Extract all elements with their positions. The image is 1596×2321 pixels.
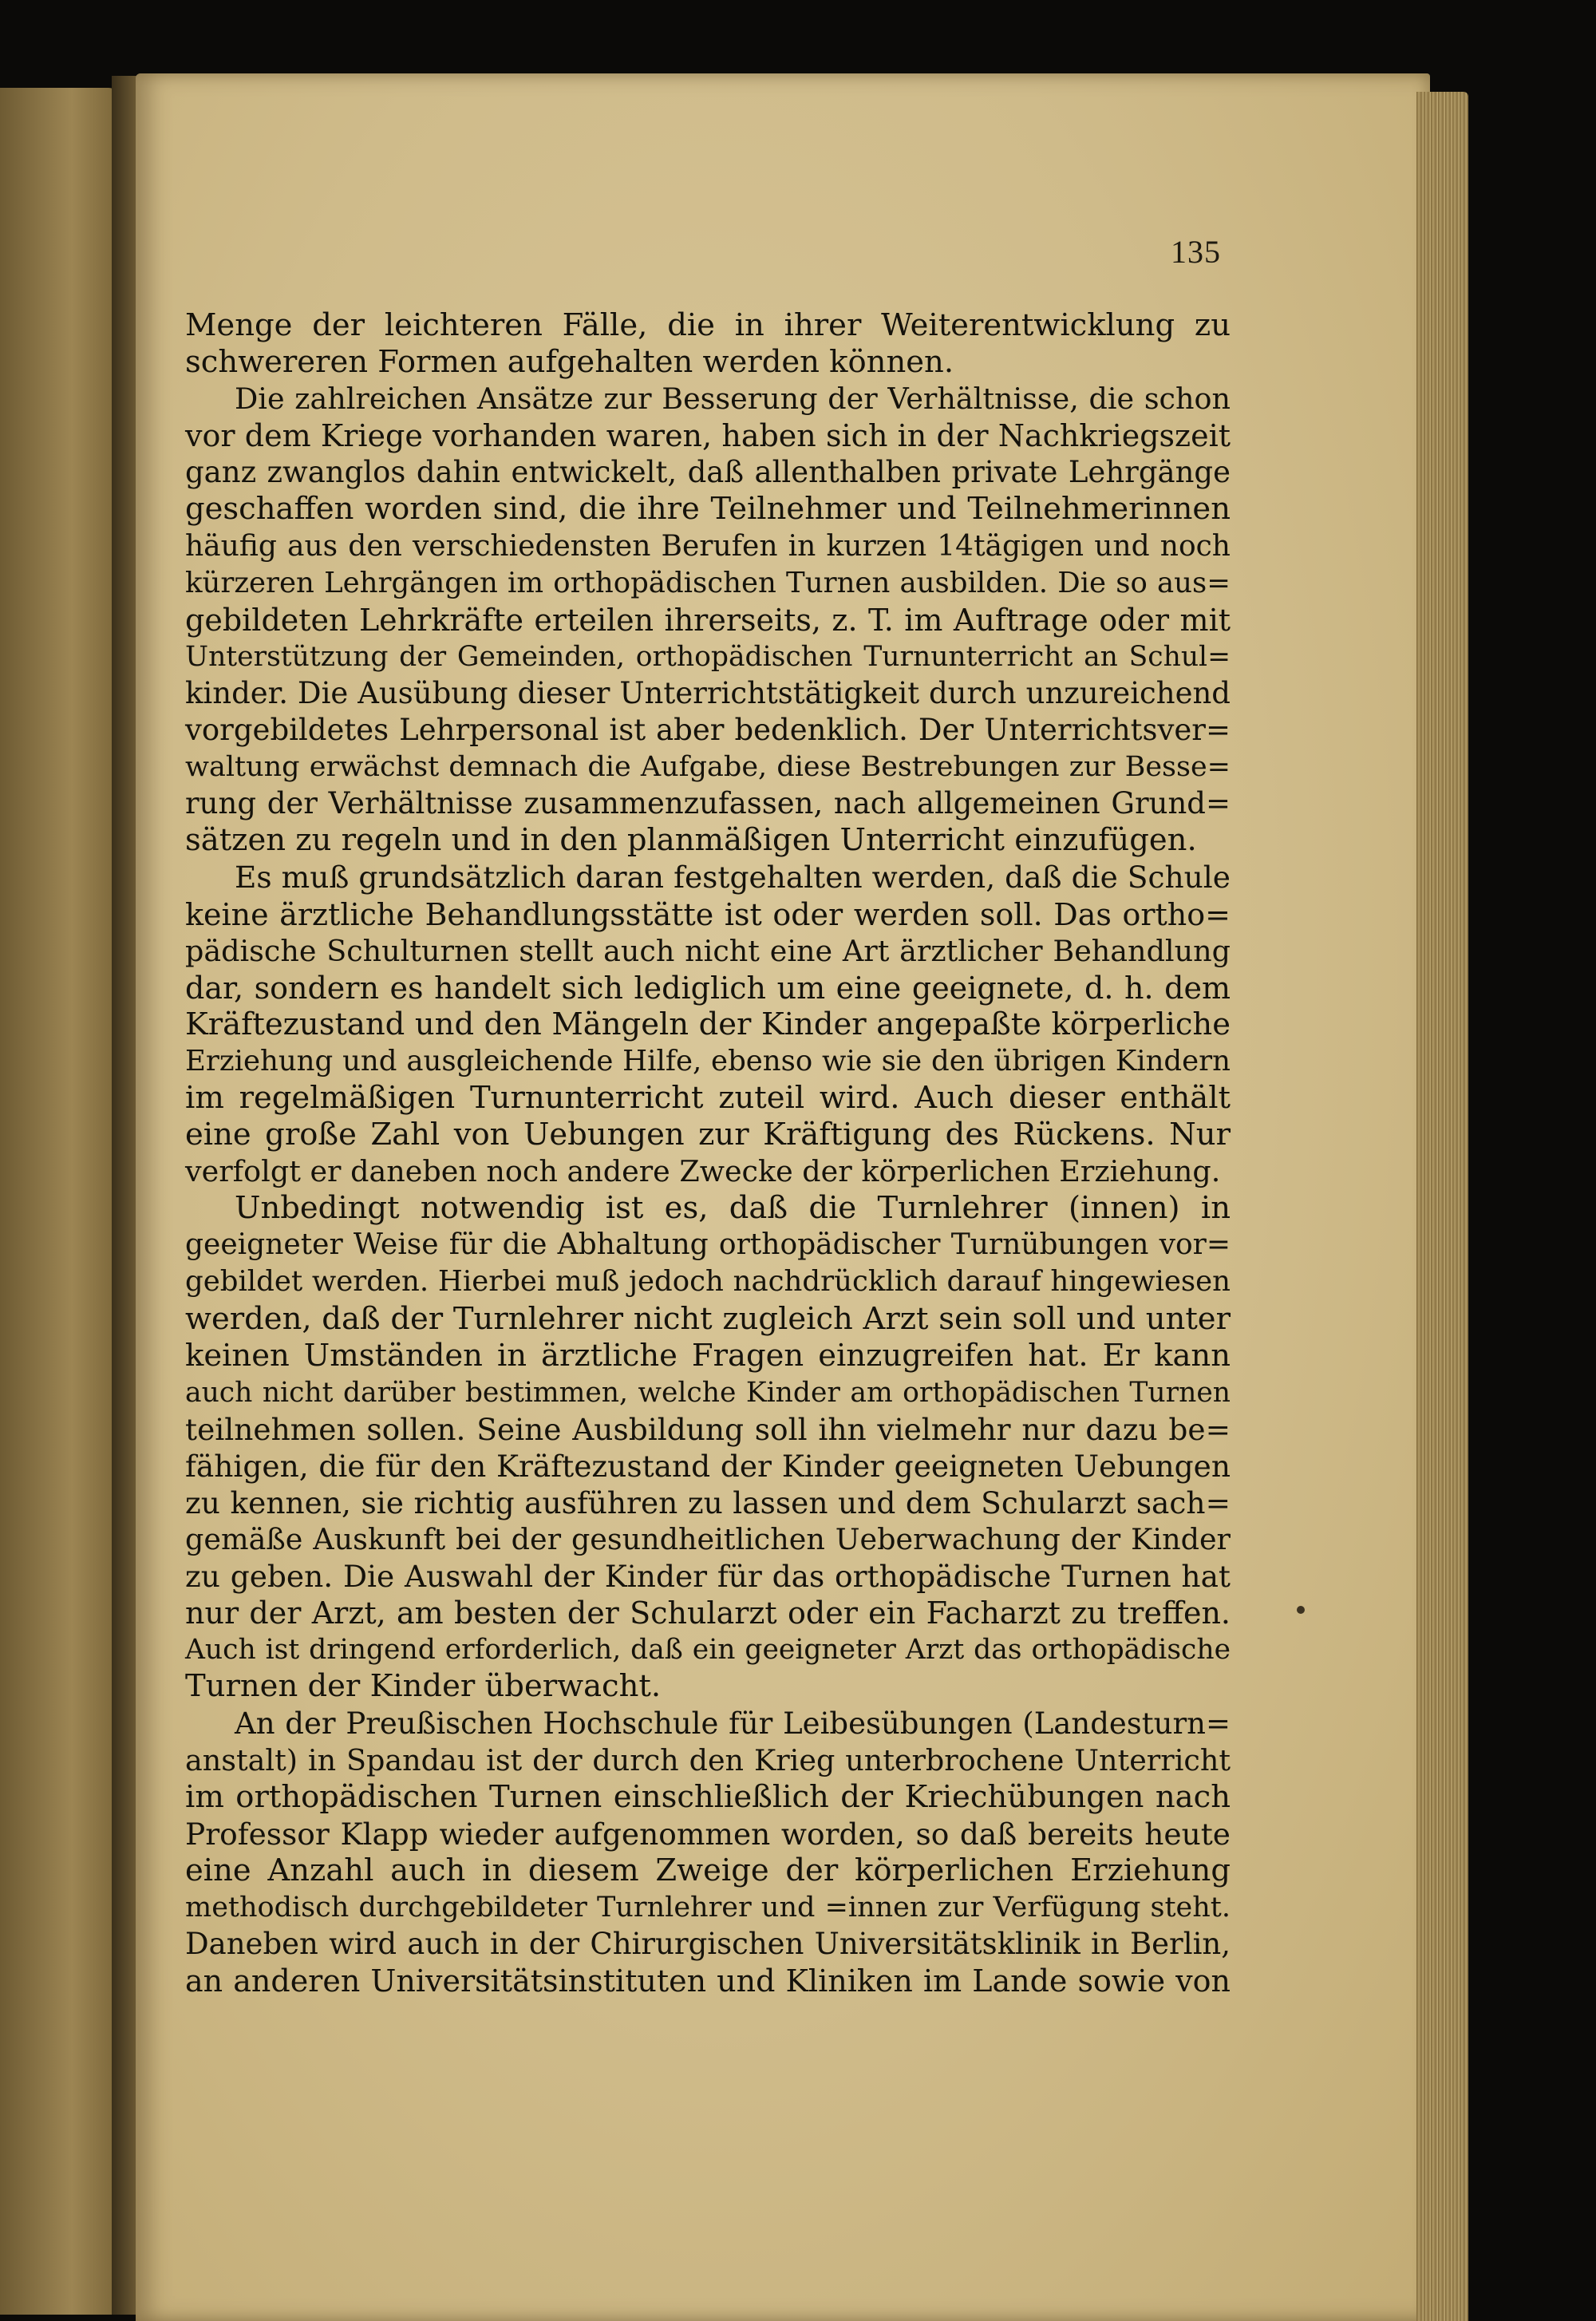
text-line: gebildet werden. Hierbei muß jedoch nachdrücklich darauf hingewiesen — [185, 1265, 1231, 1299]
text-line: auch nicht darüber bestimmen, welche Kinder am orthopädischen Turnen — [185, 1376, 1231, 1409]
text-line: geschaffen worden sind, die ihre Teilnehmer und Teilnehmerinnen — [185, 491, 1231, 528]
text-line: im regelmäßigen Turnunterricht zuteil wird. Auch dieser enthält — [185, 1079, 1231, 1116]
text-line: gemäße Auskunft bei der gesundheitlichen Ueberwachung der Kinder — [185, 1522, 1231, 1557]
text-line: häufig aus den verschiedensten Berufen in kurzen 14tägigen und noch — [185, 529, 1231, 563]
text-line: sätzen zu regeln und in den planmäßigen Unterricht einzufügen. — [185, 822, 1197, 859]
text-line: teilnehmen sollen. Seine Ausbildung soll ihn vielmehr nur dazu be= — [185, 1411, 1231, 1447]
text-line: Unbedingt notwendig ist es, daß die Turnlehrer (innen) in — [235, 1190, 1231, 1227]
text-line: vorgebildetes Lehrpersonal ist aber bedenklich. Der Unterrichtsver= — [185, 713, 1231, 748]
text-line: gebildeten Lehrkräfte erteilen ihrerseits, z. T. im Auftrage oder mit — [185, 602, 1231, 638]
text-line: geeigneter Weise für die Abhaltung orthopädischer Turnübungen vor= — [185, 1228, 1231, 1262]
text-line: Erziehung und ausgleichende Hilfe, ebenso wie sie den übrigen Kindern — [185, 1044, 1231, 1077]
text-line: dar, sondern es handelt sich lediglich um eine geeignete, d. h. dem — [185, 970, 1231, 1006]
text-line: kürzeren Lehrgängen im orthopädischen Turnen ausbilden. Die so aus= — [185, 566, 1231, 599]
text-line: werden, daß der Turnlehrer nicht zugleich Arzt sein soll und unter — [185, 1300, 1231, 1337]
page-stack-edges — [1416, 92, 1468, 2321]
text-line: methodisch durchgebildeter Turnlehrer und =innen zur Verfügung steht. — [185, 1892, 1231, 1924]
text-line: an anderen Universitätsinstituten und Kliniken im Lande sowie von — [185, 1963, 1231, 1999]
text-line: keine ärztliche Behandlungsstätte ist oder werden soll. Das ortho= — [185, 896, 1231, 932]
text-line: fähigen, die für den Kräftezustand der Kinder geeigneten Uebungen — [185, 1448, 1231, 1484]
text-line: Menge der leichteren Fälle, die in ihrer Weiterentwicklung zu — [185, 307, 1231, 343]
text-line: ganz zwanglos dahin entwickelt, daß allenthalben private Lehrgänge — [185, 455, 1231, 490]
paper-speck — [1297, 1606, 1305, 1614]
text-line: eine Anzahl auch in diesem Zweige der körperlichen Erziehung — [185, 1852, 1231, 1888]
text-line: im orthopädischen Turnen einschließlich der Kriechübungen nach — [185, 1778, 1231, 1815]
text-line: zu kennen, sie richtig ausführen zu lassen und dem Schularzt sach= — [185, 1485, 1231, 1520]
text-line: zu geben. Die Auswahl der Kinder für das orthopädische Turnen hat — [185, 1559, 1231, 1595]
text-line: anstalt) in Spandau ist der durch den Krieg unterbrochene Unterricht — [185, 1742, 1231, 1777]
text-line: Turnen der Kinder überwacht. — [185, 1668, 662, 1705]
text-line: kinder. Die Ausübung dieser Unterrichtstätigkeit durch unzureichend — [185, 675, 1231, 710]
page-number: 135 — [1171, 234, 1221, 270]
text-line: keinen Umständen in ärztliche Fragen einzugreifen hat. Er kann — [185, 1337, 1231, 1374]
text-line: Unterstützung der Gemeinden, orthopädischen Turnunterricht an Schul= — [185, 640, 1231, 673]
text-line: Die zahlreichen Ansätze zur Besserung der Verhältnisse, die schon — [235, 382, 1231, 417]
text-line: Kräftezustand und den Mängeln der Kinder angepaßte körperliche — [185, 1006, 1231, 1042]
text-line: An der Preußischen Hochschule für Leibesübungen (Landesturn= — [235, 1706, 1231, 1741]
text-line: vor dem Kriege vorhanden waren, haben sich in der Nachkriegszeit — [185, 418, 1231, 454]
text-line: verfolgt er daneben noch andere Zwecke der körperlichen Erziehung. — [185, 1154, 1221, 1189]
text-line: Es muß grundsätzlich daran festgehalten werden, daß die Schule — [235, 860, 1231, 896]
body-text — [185, 307, 1231, 1999]
text-line: eine große Zahl von Uebungen zur Kräftigung des Rückens. Nur — [185, 1117, 1231, 1153]
text-line: nur der Arzt, am besten der Schularzt oder ein Facharzt zu treffen. — [185, 1595, 1231, 1631]
text-line: rung der Verhältnisse zusammenzufassen, nach allgemeinen Grund= — [185, 786, 1231, 821]
text-line: pädische Schulturnen stellt auch nicht eine Art ärztlicher Behandlung — [185, 933, 1231, 968]
text-line: Daneben wird auch in der Chirurgischen Universitätsklinik in Berlin, — [185, 1927, 1231, 1962]
text-line: schwereren Formen aufgehalten werden können. — [185, 344, 954, 381]
facing-page-edge — [0, 88, 120, 2315]
text-line: Auch ist dringend erforderlich, daß ein geeigneter Arzt das orthopädische — [185, 1634, 1231, 1667]
text-line: waltung erwächst demnach die Aufgabe, diese Bestrebungen zur Besse= — [185, 751, 1231, 784]
text-line: Professor Klapp wieder aufgenommen worden, so daß bereits heute — [185, 1816, 1231, 1852]
